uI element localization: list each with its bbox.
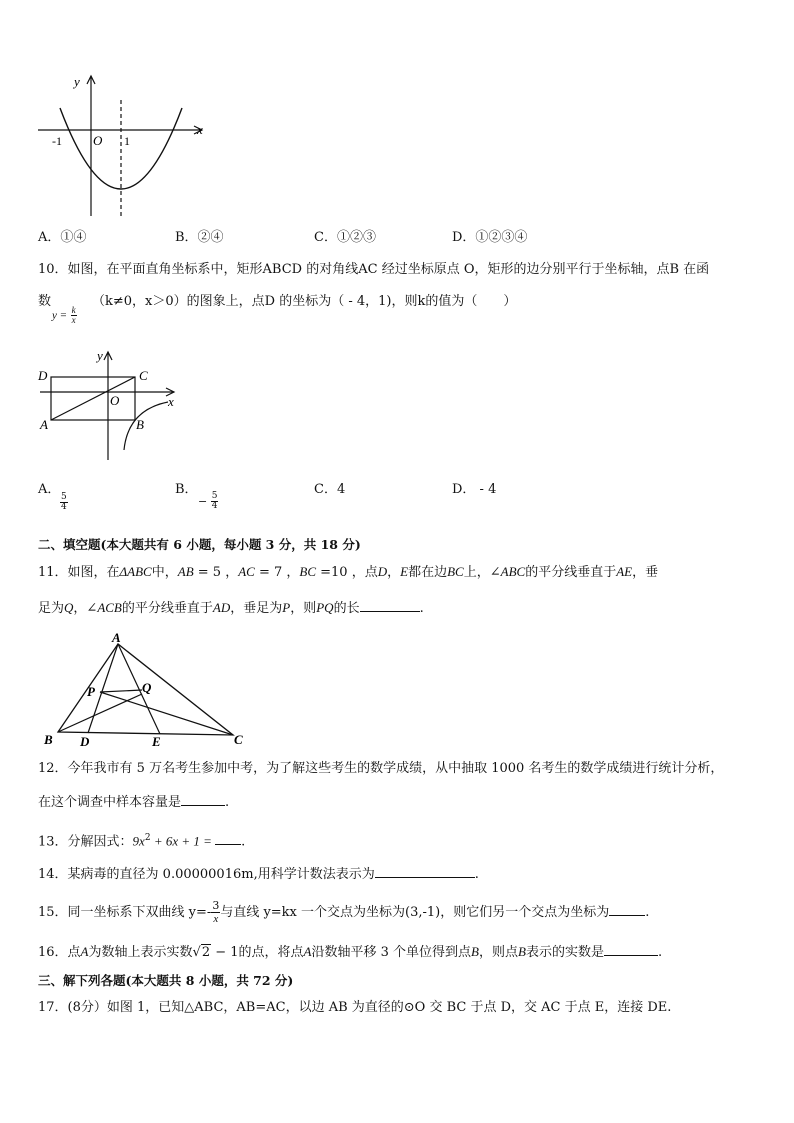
label-c: C xyxy=(139,368,148,383)
segment-ae xyxy=(118,644,160,734)
q11-text: = 7 ， xyxy=(254,565,300,580)
label-q: Q xyxy=(142,680,152,695)
q11-text: 都在边 xyxy=(408,565,448,580)
q11-math: ΔABC xyxy=(119,564,152,579)
opt-b-den: 4 xyxy=(211,501,218,511)
q12-line1: 12．今年我市有 5 万名考生参加中考，为了解这些考生的数学成绩，从中抽取 1000 名考生的数学成绩进行统计分析， xyxy=(38,761,724,776)
q12-period: . xyxy=(225,795,230,810)
q10-option-a-fraction xyxy=(60,492,68,512)
label-p: P xyxy=(87,684,95,699)
q11-text: =10 ，点 xyxy=(316,565,378,580)
one-label: 1 xyxy=(124,134,130,148)
func-y: y = xyxy=(52,309,68,322)
q11-math: ACB xyxy=(97,600,122,615)
q16-text: 表示的实数是 xyxy=(525,945,604,960)
q11-text: ，垂足为 xyxy=(230,601,283,616)
parabola-curve xyxy=(60,108,182,189)
q17: 17．(8分）如图 1，已知△ABC，AB=AC，以边 AB 为直径的⊙O 交 BC 于点 D，交 AC 于点 E，连接 DE. xyxy=(38,1000,672,1015)
q10-line2-pre: 数 xyxy=(38,294,52,309)
q11-text: 的平分线垂直于 xyxy=(121,601,213,616)
sqrt-symbol: √ xyxy=(192,945,201,960)
q11-text: = 5 ， xyxy=(193,565,239,580)
q11-math: Q xyxy=(64,600,74,615)
q15-text: 与直线 y=kx 一个交点为坐标为(3,-1)，则它们另一个交点为坐标为 xyxy=(220,905,610,920)
neg1-label: -1 xyxy=(52,134,62,148)
q11-math: E xyxy=(400,564,409,579)
q10-function xyxy=(52,306,77,325)
q11-math: BC xyxy=(299,564,317,579)
y-label: y xyxy=(74,74,80,89)
func-fraction xyxy=(71,306,77,325)
q11-text: ，则 xyxy=(290,601,317,616)
q11-answer-blank[interactable] xyxy=(360,597,420,612)
q11-math: AD xyxy=(212,600,231,615)
q13-text: 13．分解因式： xyxy=(38,834,133,850)
q16-math: B xyxy=(518,944,526,959)
q16-text: 沿数轴平移 3 个单位得到点 xyxy=(311,945,472,960)
q13-superscript: 2 xyxy=(144,833,151,843)
q11-text: ， xyxy=(387,565,401,580)
q10-option-a-label: A． xyxy=(38,482,61,497)
q9-option-d: D．①②③④ xyxy=(452,230,528,245)
q10-option-b-fraction xyxy=(198,492,218,511)
q10-option-b-label: B． xyxy=(175,482,198,497)
q9-option-b: B．②④ xyxy=(175,230,224,245)
q16-math: A xyxy=(303,944,312,959)
q14-answer-blank[interactable] xyxy=(375,863,475,878)
q11-text: 上，∠ xyxy=(463,565,501,580)
label-c: C xyxy=(234,732,243,747)
q14-text: 14．某病毒的直径为 0.00000016m,用科学计数法表示为 xyxy=(38,867,375,882)
q11-math: PQ xyxy=(316,600,334,615)
q16-math: B xyxy=(471,944,479,959)
q10-option-d: D． - 4 xyxy=(452,482,497,497)
q10-rectangle-graph xyxy=(34,348,184,464)
label-y: y xyxy=(97,348,103,363)
q13-period: . xyxy=(241,834,246,850)
q16-math: − 1 xyxy=(211,945,239,960)
q15-period: . xyxy=(645,905,650,920)
origin-label: O xyxy=(93,133,103,148)
q11-text: 11．如图，在 xyxy=(38,565,120,580)
q15 xyxy=(38,900,649,925)
q11-math: AB xyxy=(177,564,194,579)
q16-text: ，则点 xyxy=(479,945,519,960)
q15-answer-blank[interactable] xyxy=(609,901,645,916)
q14-period: . xyxy=(474,867,479,882)
q16-answer-blank[interactable] xyxy=(604,941,658,956)
section2-heading: 二、填空题(本大题共有 6 小题，每小题 3 分，共 18 分) xyxy=(38,537,361,552)
q16-radicand: 2 xyxy=(201,945,211,960)
q11-triangle-graph xyxy=(38,632,250,750)
opt-a-den: 4 xyxy=(61,502,67,512)
q11-math: AC xyxy=(238,564,255,579)
q16-text: 16．点 xyxy=(38,945,81,960)
opt-b-sign: − xyxy=(198,495,208,508)
q14 xyxy=(38,863,479,884)
q12-text: 在这个调查中样本容量是 xyxy=(38,795,182,810)
x-label: x xyxy=(197,122,203,137)
q15-fraction xyxy=(211,900,220,925)
segment-pq xyxy=(100,690,142,692)
q12-line2 xyxy=(38,791,229,812)
label-a: A xyxy=(112,632,121,645)
label-a: A xyxy=(40,417,48,432)
q11-line2 xyxy=(38,597,424,618)
label-d: D xyxy=(38,368,48,383)
q13-math: 9x xyxy=(132,833,145,849)
label-b: B xyxy=(44,732,53,747)
q11-math: AE xyxy=(616,564,633,579)
q16-text: 的点，将点 xyxy=(238,945,304,960)
label-e: E xyxy=(152,734,161,749)
q16-text: 为数轴上表示实数 xyxy=(88,945,193,960)
label-b: B xyxy=(136,417,144,432)
q12-answer-blank[interactable] xyxy=(181,791,225,806)
q11-text: 的长 xyxy=(333,601,360,616)
section3-heading: 三、解下列各题(本大题共 8 小题，共 72 分) xyxy=(38,973,294,988)
q9-option-a: A．①④ xyxy=(38,230,87,245)
hyperbola-curve xyxy=(124,402,168,450)
q15-text: 15．同一坐标系下双曲线 y=- xyxy=(38,905,212,920)
q11-text: ，垂 xyxy=(632,565,659,580)
q11-math: D xyxy=(377,564,388,579)
q13 xyxy=(38,829,245,851)
q11-math: BC xyxy=(447,564,464,579)
func-num: k xyxy=(71,305,76,315)
q13-answer-blank[interactable] xyxy=(215,830,241,845)
label-o: O xyxy=(110,393,120,408)
q15-num: 3 xyxy=(212,899,220,912)
q10-option-c: C．4 xyxy=(314,482,346,497)
q16-period: . xyxy=(657,945,663,960)
q11-math: P xyxy=(282,600,291,615)
q11-period: . xyxy=(419,601,424,616)
q13-math: + 6x + 1 = xyxy=(150,833,216,849)
label-d: D xyxy=(80,734,90,749)
q9-parabola-graph xyxy=(34,66,214,222)
q15-den: x xyxy=(213,913,219,925)
opt-a-num: 5 xyxy=(61,492,67,502)
q16-math: A xyxy=(80,944,89,959)
q9-option-c: C．①②③ xyxy=(314,230,376,245)
q11-math: ABC xyxy=(500,564,526,579)
diagonal-ac xyxy=(51,377,135,420)
label-x: x xyxy=(168,394,174,409)
q11-text: ，∠ xyxy=(73,601,98,616)
q16 xyxy=(38,941,662,962)
segment-cp xyxy=(100,692,233,735)
func-den: x xyxy=(71,315,76,325)
q11-text: 足为 xyxy=(38,601,65,616)
q11-text: 中， xyxy=(151,565,178,580)
q11-text: 的平分线垂直于 xyxy=(525,565,617,580)
q10-line2-post: （k≠0，x＞0）的图象上，点D 的坐标为（ - 4，1)，则k的值为（ ） xyxy=(92,294,517,309)
q11-line1 xyxy=(38,563,658,582)
opt-b-num: 5 xyxy=(211,491,218,501)
q10-line1: 10．如图，在平面直角坐标系中，矩形ABCD 的对角线AC 经过坐标原点 O，矩形的边分别平行于坐标轴，点B 在函 xyxy=(38,262,710,277)
